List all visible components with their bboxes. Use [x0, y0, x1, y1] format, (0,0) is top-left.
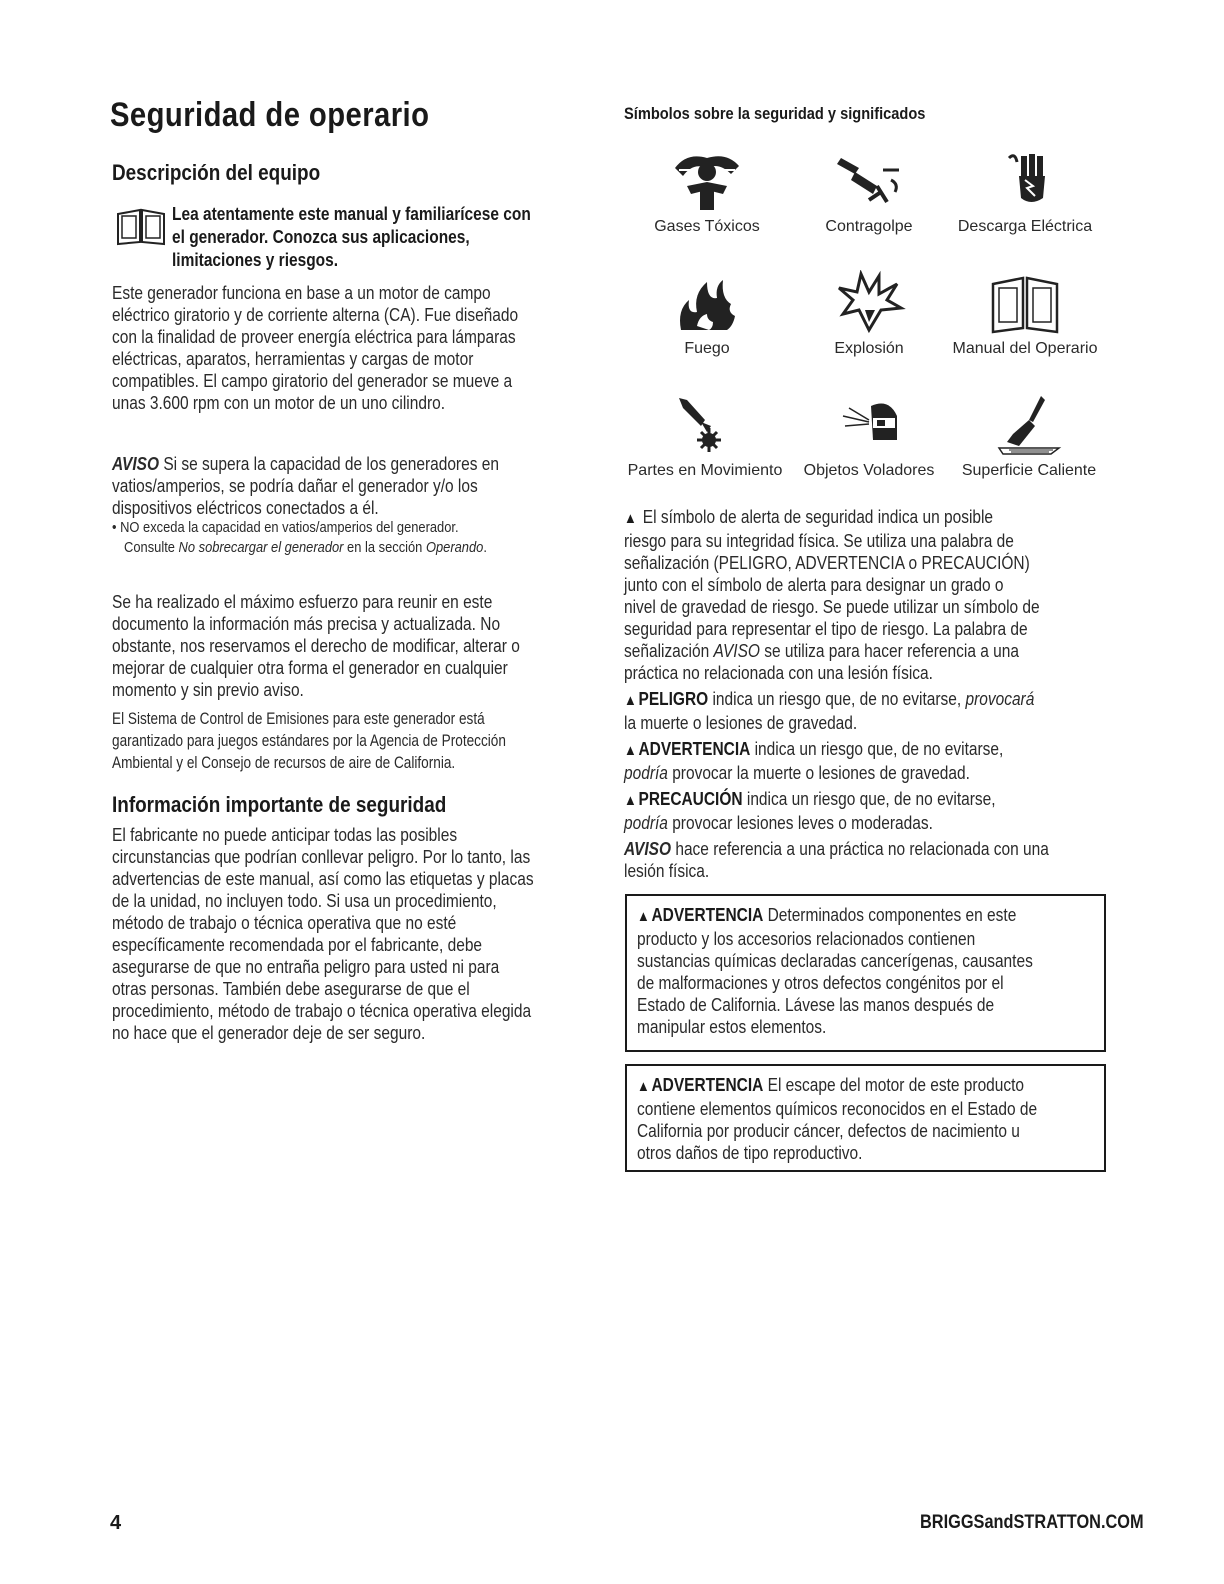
symbol-label: Partes en Movimiento	[627, 462, 783, 479]
symbol-label: Gases Tóxicos	[654, 218, 760, 235]
peligro-definition: ▲PELIGRO indica un riesgo que, de no evitarse, provocará la muerte o lesiones de gravedad.	[624, 689, 1035, 733]
operator-manual-icon	[985, 270, 1065, 336]
warning-box-chemicals: ▲ADVERTENCIA Determinados componentes en este producto y los accesorios relacionados contienen sustancias químicas declaradas cancerígenas, causantes de malformaciones y otros defectos congénitos por el Estado de California. Lávese las manos después de manipular estos elementos.	[625, 894, 1106, 1052]
alert-triangle-icon: ▲	[637, 1078, 650, 1095]
kickback-icon	[829, 148, 909, 214]
symbol-hot-surface	[944, 392, 1114, 480]
symbol-moving-parts	[620, 392, 790, 480]
alert-triangle-icon: ▲	[624, 692, 637, 709]
symbol-flying-objects	[784, 392, 954, 480]
effort-paragraph: Se ha realizado el máximo esfuerzo para reunir en este documento la información más precisa y actualizada. No obstante, nos reservamos el derecho de modificar, alterar o mejorar de cualquier otra forma el generador en cualquier momento y sin previo aviso.	[112, 592, 520, 700]
alert-symbol-paragraph: ▲ El símbolo de alerta de seguridad indica un posible riesgo para su integridad física. Se utiliza una palabra de señalización (PELIGRO, ADVERTENCIA o PRECAUCIÓN) junto con el símbolo de alerta para designar un grado o nivel de gravedad de riesgo. Se puede utilizar un símbolo de seguridad para representar el tipo de riesgo. La palabra de señalización AVISO se utiliza para hacer referencia a una práctica no relacionada con una lesión física.	[624, 507, 1040, 683]
important-safety-paragraph: El fabricante no puede anticipar todas las posibles circunstancias que podrían conllevar peligro. Por lo tanto, las advertencias de este manual, así como las etiquetas y placas de la unidad, no incluyen todo. Si usa un procedimiento, método de trabajo o técnica operativa que no esté específicamente recomendada por el fabricante, debe asegurarse de que no entraña peligro para usted ni para otras personas. También debe asegurarse de que el procedimiento, método de trabajo o técnica operativa elegida no hace que el generador deje de ser seguro.	[112, 825, 534, 1043]
manual-intro-text: Lea atentamente este manual y familiarícese con el generador. Conozca sus aplicaciones, limitaciones y riesgos.	[172, 204, 531, 270]
operator-manual-icon	[116, 206, 166, 246]
aviso-notice: AVISO Si se supera la capacidad de los generadores en vatios/amperios, se podría dañar el generador y/o los dispositivos eléctricos conectados a él.	[112, 454, 499, 518]
symbol-kickback	[784, 148, 954, 236]
footer-url: BRIGGSandSTRATTON.COM	[920, 1512, 1144, 1533]
symbol-label: Objetos Voladores	[803, 462, 935, 479]
fire-icon	[667, 270, 747, 336]
moving-parts-icon	[665, 392, 745, 458]
symbol-label: Descarga Eléctrica	[957, 218, 1093, 235]
symbol-label: Contragolpe	[825, 218, 913, 235]
equipment-description: Este generador funciona en base a un motor de campo eléctrico giratorio y de corriente alterna (CA). Fue diseñado con la finalidad de proveer energía eléctrica para lámparas eléctricas, aparatos, herramientas y cargas de motor compatibles. El campo giratorio del generador se mueve a unas 3.600 rpm con un motor de un uno cilindro.	[112, 283, 519, 413]
important-safety-heading: Información importante de seguridad	[112, 792, 447, 817]
symbols-heading: Símbolos sobre la seguridad y significados	[624, 104, 926, 123]
symbol-electric-shock	[940, 148, 1110, 236]
aviso-bullet: • NO exceda la capacidad en vatios/amperios del generador. Consulte No sobrecargar el generador en la sección Operando.	[112, 519, 487, 556]
hot-surface-icon	[989, 392, 1069, 458]
symbol-label: Fuego	[684, 340, 730, 357]
alert-triangle-icon: ▲	[624, 742, 637, 759]
symbol-label: Superficie Caliente	[961, 462, 1097, 479]
symbol-label: Manual del Operario	[952, 340, 1098, 357]
explosion-icon	[829, 270, 909, 336]
symbol-operator-manual	[940, 270, 1110, 358]
toxic-gas-icon	[667, 148, 747, 214]
symbol-label: Explosión	[834, 340, 904, 357]
aviso-label: AVISO	[112, 454, 160, 474]
aviso-definition: AVISO hace referencia a una práctica no relacionada con una lesión física.	[624, 839, 1049, 881]
advertencia-definition: ▲ADVERTENCIA indica un riesgo que, de no evitarse, podría provocar la muerte o lesiones de gravedad.	[624, 739, 1004, 783]
flying-objects-icon	[829, 392, 909, 458]
precaucion-definition: ▲PRECAUCIÓN indica un riesgo que, de no evitarse, podría provocar lesiones leves o moderadas.	[624, 789, 996, 833]
page-title: Seguridad de operario	[110, 96, 430, 134]
alert-triangle-icon: ▲	[637, 908, 650, 925]
warning-box-exhaust: ▲ADVERTENCIA El escape del motor de este producto contiene elementos químicos reconocidos en el Estado de California por producir cáncer, defectos de nacimiento u otros daños de tipo reproductivo.	[625, 1064, 1106, 1172]
symbol-toxic-gas	[622, 148, 792, 236]
emissions-paragraph: El Sistema de Control de Emisiones para este generador está garantizado para juegos estándares por la Agencia de Protección Ambiental y el Consejo de recursos de aire de California.	[112, 709, 506, 772]
electric-shock-icon	[985, 148, 1065, 214]
alert-triangle-icon: ▲	[624, 510, 637, 527]
page-number: 4	[110, 1512, 122, 1534]
alert-triangle-icon: ▲	[624, 792, 637, 809]
equipment-heading: Descripción del equipo	[112, 160, 321, 185]
symbol-explosion	[784, 270, 954, 358]
symbol-fire	[622, 270, 792, 358]
